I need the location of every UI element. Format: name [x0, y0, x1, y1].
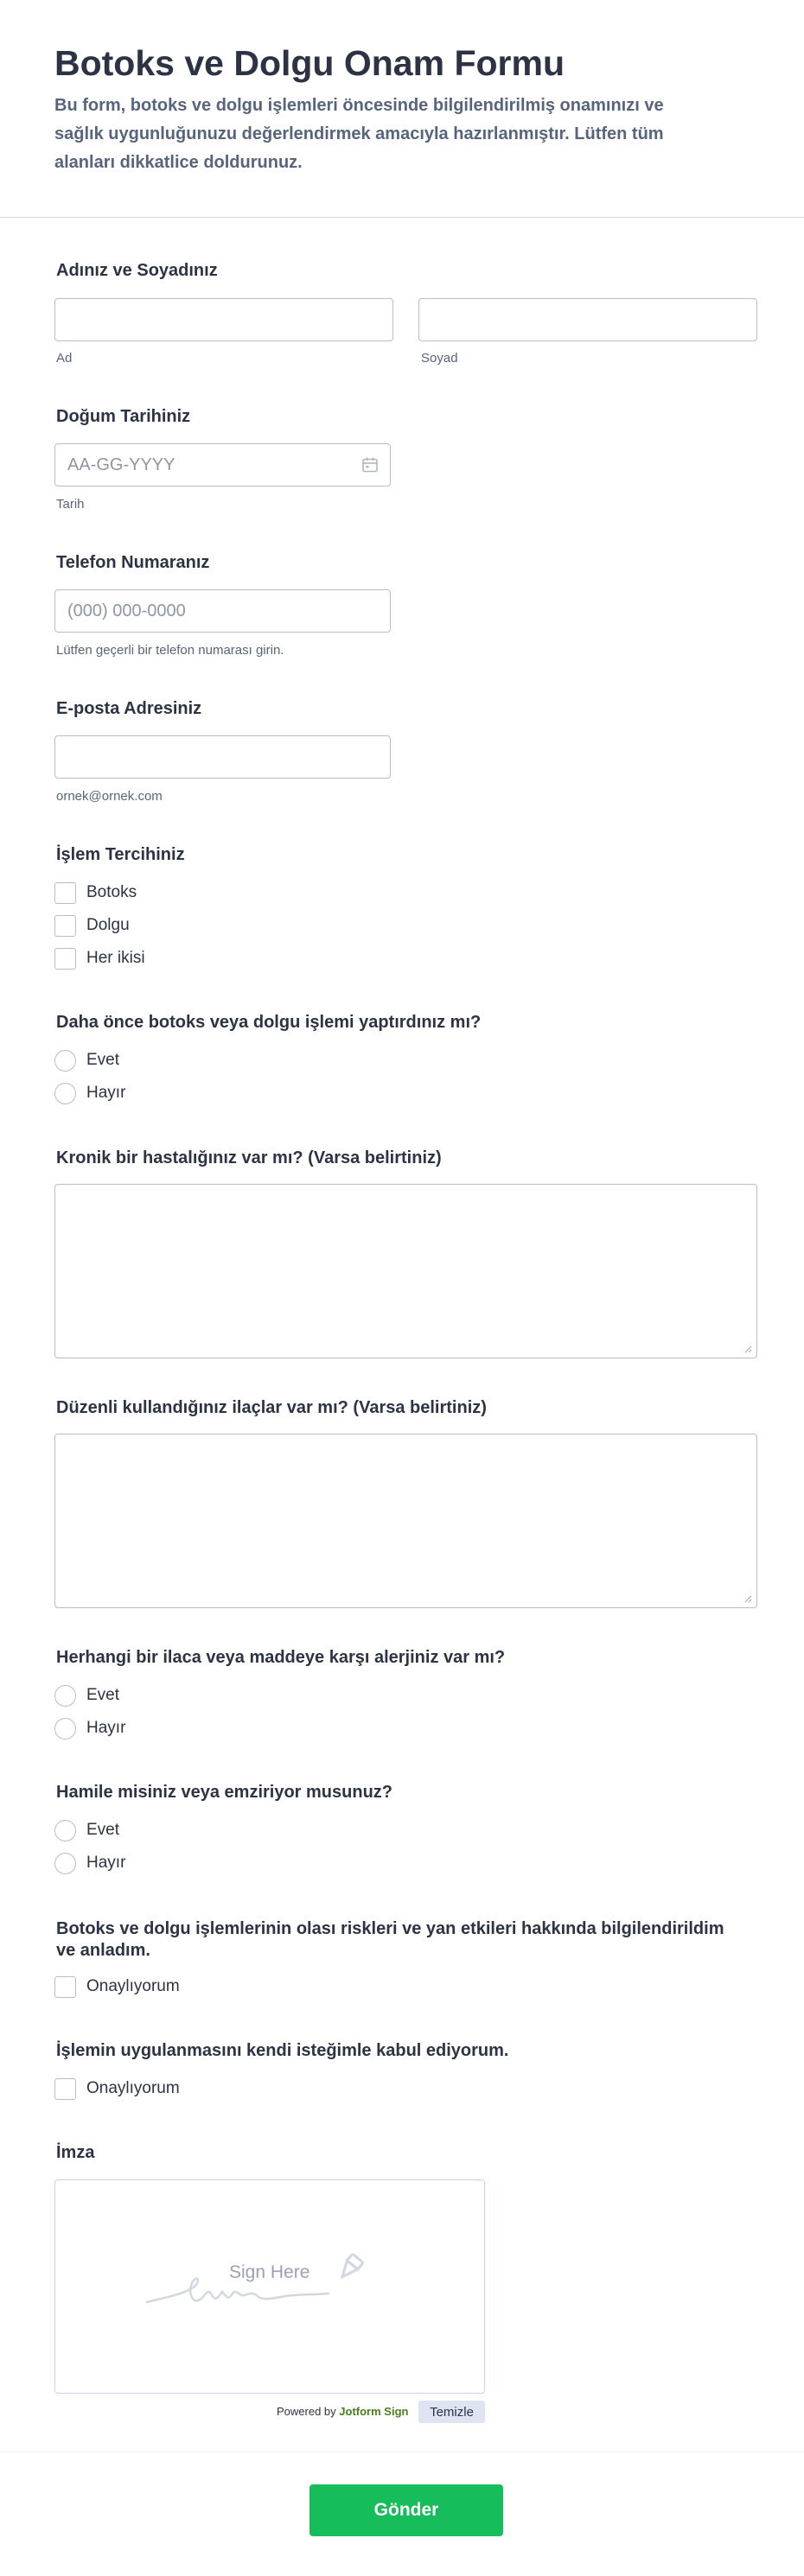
procedure-option-both[interactable] — [54, 947, 145, 970]
option-label: Evet — [86, 1051, 120, 1069]
page-subtitle: Bu form, botoks ve dolgu işlemleri öncesinde bilgilendirilmiş onamınızı ve sağlık uygunluğunuzu değerlendirmek amacıyla hazırlanmıştır. Lütfen tüm alanları dikkatlice doldurunuz. — [54, 96, 664, 172]
option-label: Onaylıyorum — [86, 1977, 180, 1995]
birth-date-label: Doğum Tarihiniz — [56, 407, 191, 426]
medications-label: Düzenli kullandığınız ilaçlar var mı? (Varsa belirtiniz) — [56, 1398, 487, 1417]
checkbox[interactable] — [54, 2078, 76, 2100]
option-label: Evet — [86, 1821, 120, 1839]
jotform-sign-brand[interactable]: Jotform Sign — [339, 2405, 409, 2418]
checkbox[interactable] — [54, 882, 76, 904]
clear-signature-button[interactable]: Temizle — [418, 2401, 485, 2423]
birth-date-sublabel: Tarih — [56, 497, 85, 512]
phone-label: Telefon Numaranız — [56, 553, 210, 572]
form-header — [0, 0, 804, 218]
option-label: Hayır — [86, 1084, 126, 1102]
phone-input[interactable] — [54, 589, 391, 633]
previous-procedure-label: Daha önce botoks veya dolgu işlemi yaptırdınız mı? — [56, 1013, 482, 1032]
phone-sublabel: Lütfen geçerli bir telefon numarası girin. — [56, 643, 284, 658]
first-name-input[interactable] — [54, 298, 393, 341]
procedure-option-botox[interactable] — [54, 881, 137, 904]
option-label: Botoks — [86, 883, 137, 901]
submit-button[interactable]: Gönder — [309, 2484, 503, 2536]
email-label: E-posta Adresiniz — [56, 699, 202, 718]
birth-date-input[interactable] — [54, 443, 391, 487]
last-name-input[interactable] — [418, 298, 757, 341]
email-input[interactable] — [54, 735, 391, 779]
page-title: Botoks ve Dolgu Onam Formu — [54, 43, 565, 83]
allergy-option-no[interactable] — [54, 1717, 125, 1740]
radio-button[interactable] — [54, 1820, 76, 1841]
resize-handle-icon[interactable] — [743, 1345, 752, 1353]
chronic-disease-textarea[interactable] — [54, 1184, 757, 1358]
radio-button[interactable] — [54, 1050, 76, 1072]
radio-button[interactable] — [54, 1853, 76, 1874]
first-name-sublabel: Ad — [56, 351, 73, 366]
checkbox[interactable] — [54, 1976, 76, 1998]
medications-textarea[interactable] — [54, 1434, 757, 1608]
resize-handle-icon[interactable] — [743, 1594, 752, 1603]
signature-label: İmza — [56, 2143, 95, 2162]
consent-risks-label: Botoks ve dolgu işlemlerinin olası riskleri ve yan etkileri hakkında bilgilendirildim ve anladım. — [56, 1919, 724, 1960]
procedure-option-filler[interactable] — [54, 914, 130, 937]
allergy-option-yes[interactable] — [54, 1684, 119, 1707]
email-sublabel: ornek@ornek.com — [56, 789, 163, 804]
powered-by-prefix: Powered by — [277, 2405, 336, 2418]
last-name-sublabel: Soyad — [421, 351, 458, 366]
consent-voluntary-option[interactable] — [54, 2077, 180, 2100]
option-label: Her ikisi — [86, 949, 145, 967]
pregnancy-option-no[interactable] — [54, 1852, 125, 1874]
option-label: Onaylıyorum — [86, 2079, 180, 2097]
radio-button[interactable] — [54, 1718, 76, 1740]
option-label: Evet — [86, 1686, 120, 1704]
previous-option-yes[interactable] — [54, 1049, 119, 1072]
pregnancy-option-yes[interactable] — [54, 1819, 119, 1841]
radio-button[interactable] — [54, 1083, 76, 1104]
name-label: Adınız ve Soyadınız — [56, 261, 218, 280]
calendar-icon[interactable] — [361, 456, 379, 474]
powered-by — [277, 2405, 408, 2418]
procedure-label: İşlem Tercihiniz — [56, 845, 185, 864]
chronic-disease-label: Kronik bir hastalığınız var mı? (Varsa belirtiniz) — [56, 1148, 442, 1167]
signature-placeholder: Sign Here — [229, 2262, 310, 2282]
checkbox[interactable] — [54, 915, 76, 937]
option-label: Hayır — [86, 1854, 126, 1872]
checkbox[interactable] — [54, 948, 76, 970]
consent-risks-option[interactable] — [54, 1975, 180, 1998]
allergy-label: Herhangi bir ilaca veya maddeye karşı alerjiniz var mı? — [56, 1648, 506, 1667]
pregnancy-label: Hamile misiniz veya emziriyor musunuz? — [56, 1783, 393, 1802]
option-label: Hayır — [86, 1719, 126, 1737]
consent-voluntary-label: İşlemin uygulanmasını kendi isteğimle kabul ediyorum. — [56, 2041, 509, 2060]
option-label: Dolgu — [86, 916, 130, 934]
radio-button[interactable] — [54, 1685, 76, 1707]
previous-option-no[interactable] — [54, 1082, 125, 1104]
